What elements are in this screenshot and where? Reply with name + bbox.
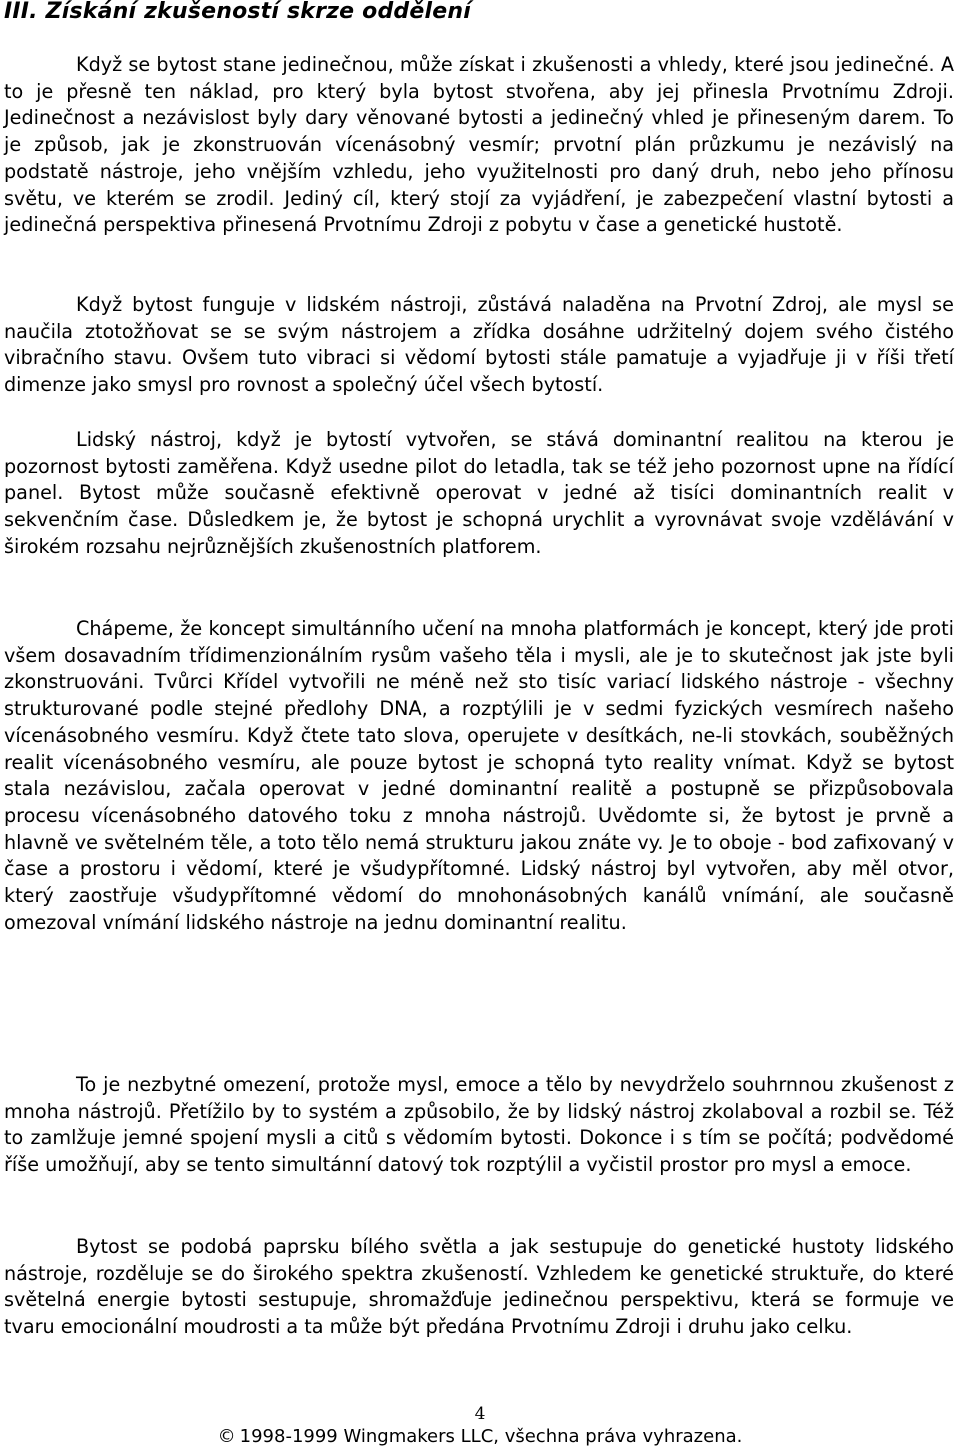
copyright-footer xyxy=(0,1425,960,1449)
paragraph-3: Lidský nástroj, když je bytostí vytvořen, se stává dominantní realitou na kterou je pozornost bytosti zaměřena. Když usedne pilot do letadla, tak se též jeho pozornost upne na řídící panel. Bytost může současně efektivně operovat v jedné až tisíci dominantních realit v sekvenčním čase. Důsledkem je, že bytost je schopná urychlit a vyrovnávat svoje vzdělávání v širokém rozsahu nejrůznějších zkušenostních platforem. xyxy=(4,428,954,558)
paragraph-4: Chápeme, že koncept simultánního učení na mnoha platformách je koncept, který jde proti všem dosavadním třídimenzionálním rysům vašeho těla i mysli, ale je to skutečnost jak jste byli zkonstruováni. Tvůrci Křídel vytvořili ne méně než sto tisíc variací lidského nástroje - všechny strukturované podle stejné předlohy DNA, a rozptýlili je v sedmi fyzických vesmírech našeho vícenásobného vesmíru. Když čtete tato slova, operujete v desítkách, ne-li stovkách, souběžných realit vícenásobného vesmíru, ale pouze bytost je schopná tyto reality vnímat. Když se bytost stala nezávislou, začala operovat v jedné dominantní realitě a postupně se přizpůsobovala procesu vícenásobného datového toku z mnoha nástrojů. Uvědomte si, že bytost je prvně a hlavně ve světelném těle, a toto tělo nemá strukturu jakou znáte vy. Je to oboje - bod zafixovaný v čase a prostoru i vědomí, které je všudypřítomné. Lidský nástroj byl vytvořen, aby měl otvor, který zaostřuje všudypřítomné vědomí do mnohonásobných kanálů vnímání, ale současně omezoval vnímání lidského nástroje na jednu dominantní realitu. xyxy=(4,617,954,934)
page-number: 4 xyxy=(474,1404,486,1424)
paragraph-6: Bytost se podobá paprsku bílého světla a jak sestupuje do genetické hustoty lidského nástroje, rozděluje se do širokého spektra zkušeností. Vzhledem ke genetické struktuře, do které světelná energie bytosti sestupuje, shromažďuje jedinečnou perspektivu, která se formuje ve tvaru emocionální moudrosti a ta může být předána Prvotnímu Zdroji i druhu jako celku. xyxy=(4,1235,954,1339)
copyright-text: 1998-1999 Wingmakers LLC, všechna práva vyhrazena. xyxy=(239,1426,743,1447)
section-heading: III. Získání zkušeností skrze oddělení xyxy=(4,0,471,24)
paragraph-1: Když se bytost stane jedinečnou, může získat i zkušenosti a vhledy, které jsou jedinečné. A to je přesně ten náklad, pro který byla bytost stvořena, aby jej přinesla Prvotnímu Zdroji. Jedinečnost a nezávislost byly dary věnované bytosti a jedinečný vhled je přineseným darem. To je způsob, jak je zkonstruován vícenásobný vesmír; prvotní plán průzkumu je nezávislý na podstatě nástroje, jeho vnějším vzhledu, jeho využitelnosti pro daný druh, nebo jeho přínosu světu, ve kterém se zrodil. Jediný cíl, který stojí za vyjádření, je zabezpečení vlastní bytosti a jedinečná perspektiva přinesená Prvotnímu Zdroji z pobytu v čase a genetické hustotě. xyxy=(4,53,954,237)
paragraph-5: To je nezbytné omezení, protože mysl, emoce a tělo by nevydrželo souhrnnou zkušenost z mnoha nástrojů. Přetížilo by to systém a způsobilo, že by lidský nástroj zkolaboval a rozbil se. Též to zamlžuje jemné spojení mysli a citů s vědomím bytosti. Dokonce i s tím se počítá; podvědomé říše umožňují, aby se tento simultánní datový tok rozptýlil a vyčistil prostor pro mysl a emoce. xyxy=(4,1073,954,1177)
paragraph-2: Když bytost funguje v lidském nástroji, zůstává naladěna na Prvotní Zdroj, ale mysl se naučila ztotožňovat se se svým nástrojem a zřídka dosáhne udržitelný dojem svého čistého vibračního stavu. Ovšem tuto vibraci si vědomí bytosti stále pamatuje a vyjadřuje ji v říši třetí dimenze jako smysl pro rovnost a společný účel všech bytostí. xyxy=(4,293,954,397)
copyright-icon: © xyxy=(217,1426,236,1447)
